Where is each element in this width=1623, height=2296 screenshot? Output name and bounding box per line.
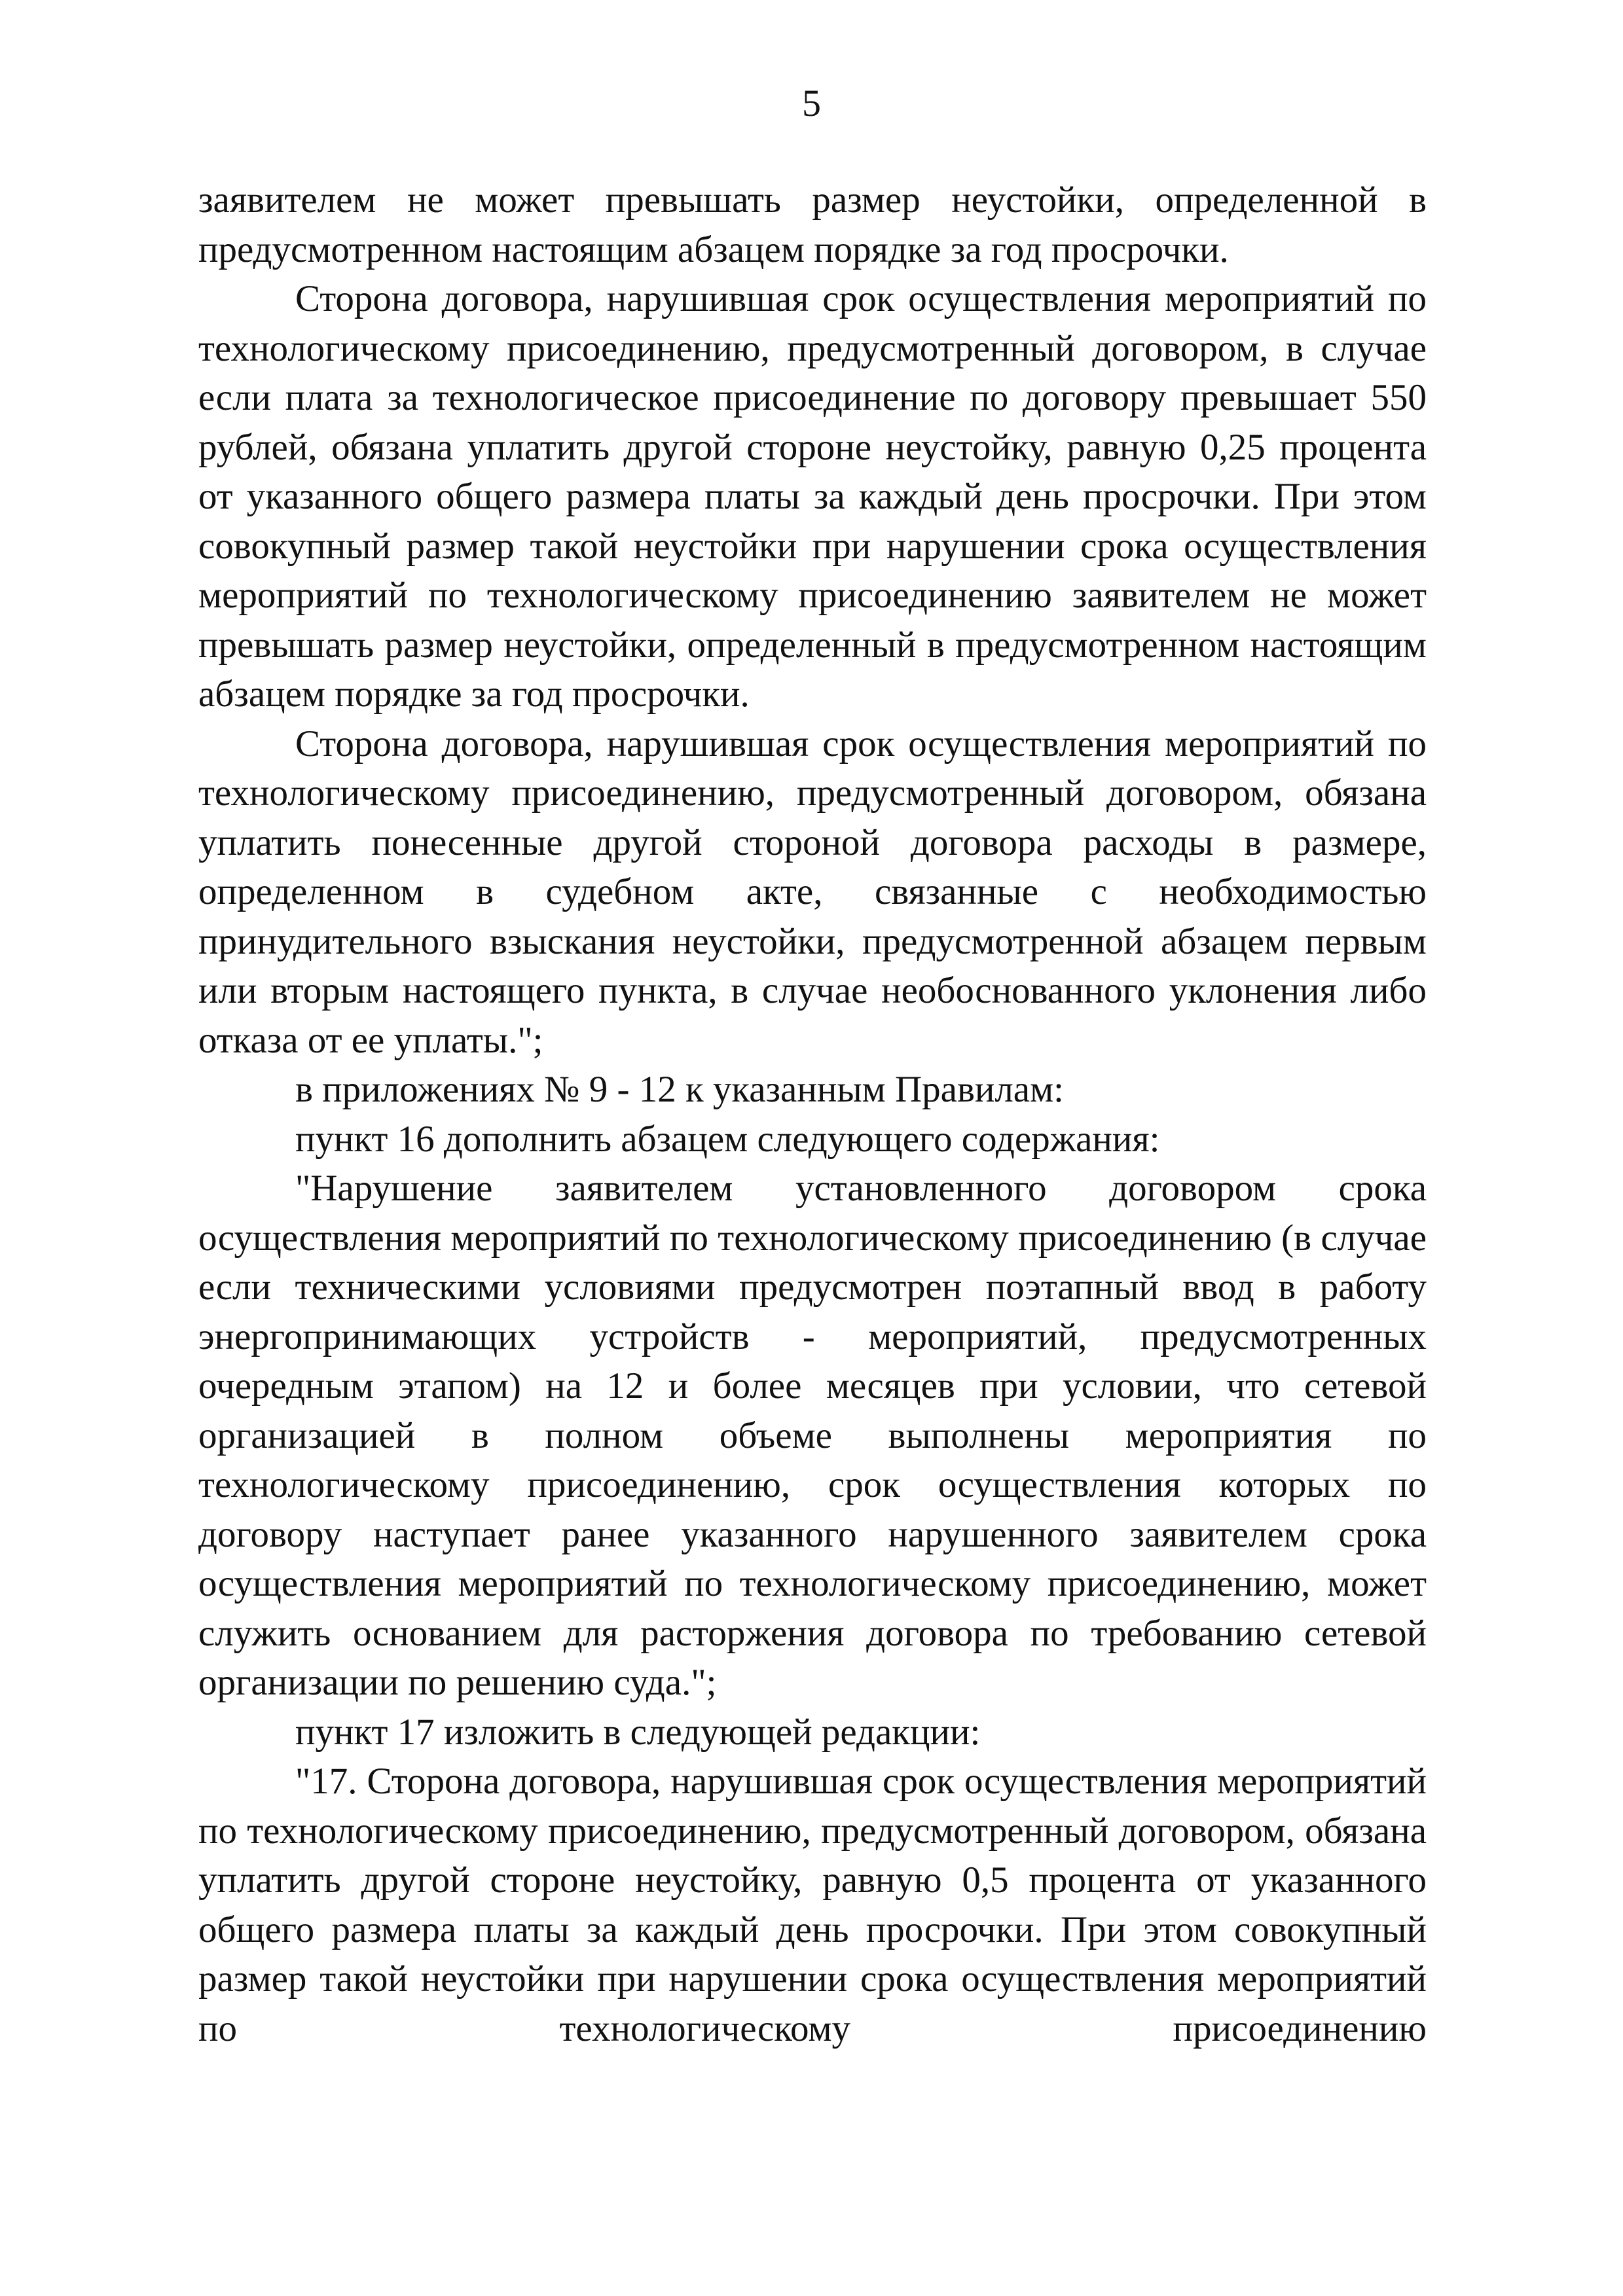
paragraph-point-17-text: "17. Сторона договора, нарушившая срок осуществления мероприятий по технологическому присоединению, предусмотренный договором, обязана уплатить другой стороне неустойку, равную 0,5 процента от указанного общего размера платы за каждый день просрочки. При этом совокупный размер такой неустойки при нарушении срока осуществления мероприятий по технологическому присоединению — [198, 1761, 1427, 2049]
paragraph-continuation: заявителем не может превышать размер неустойки, определенной в предусмотренном настоящим абзацем порядке за год просрочки. — [198, 179, 1427, 270]
paragraph-point-17-intro: пункт 17 изложить в следующей редакции: — [295, 1711, 981, 1753]
paragraph-point-16-text: "Нарушение заявителем установленного договором срока осуществления мероприятий по технологическому присоединению (в случае если техническими условиями предусмотрен поэтапный ввод в работу энергопринимающих устройств - мероприятий, предусмотренных очередным этапом) на 12 и более месяцев при условии, что сетевой организацией в полном объеме выполнены мероприятия по технологическому присоединению, срок осуществления которых по договору наступает ранее указанного нарушенного заявителем срока осуществления мероприятий по технологическому присоединению, может служить основанием для расторжения договора по требованию сетевой организации по решению суда."; — [198, 1168, 1427, 1703]
paragraph-point-16-intro: пункт 16 дополнить абзацем следующего содержания: — [295, 1118, 1160, 1160]
page-number: 5 — [802, 82, 821, 124]
document-body — [198, 175, 1427, 2053]
paragraph-penalty-over-550: Сторона договора, нарушившая срок осуществления мероприятий по технологическому присоединению, предусмотренный договором, в случае если плата за технологическое присоединение по договору превышает 550 рублей, обязана уплатить другой стороне неустойку, равную 0,25 процента от указанного общего размера платы за каждый день просрочки. При этом совокупный размер такой неустойки при нарушении срока осуществления мероприятий по технологическому присоединению заявителем не может превышать размер неустойки, определенный в предусмотренном настоящим абзацем порядке за год просрочки. — [198, 278, 1427, 715]
paragraph-appendices-intro: в приложениях № 9 - 12 к указанным Правилам: — [295, 1069, 1065, 1110]
paragraph-court-expenses: Сторона договора, нарушившая срок осуществления мероприятий по технологическому присоединению, предусмотренный договором, обязана уплатить понесенные другой стороной договора расходы в размере, определенном в судебном акте, связанные с необходимостью принудительного взыскания неустойки, предусмотренной абзацем первым или вторым настоящего пункта, в случае необоснованного уклонения либо отказа от ее уплаты."; — [198, 723, 1427, 1061]
